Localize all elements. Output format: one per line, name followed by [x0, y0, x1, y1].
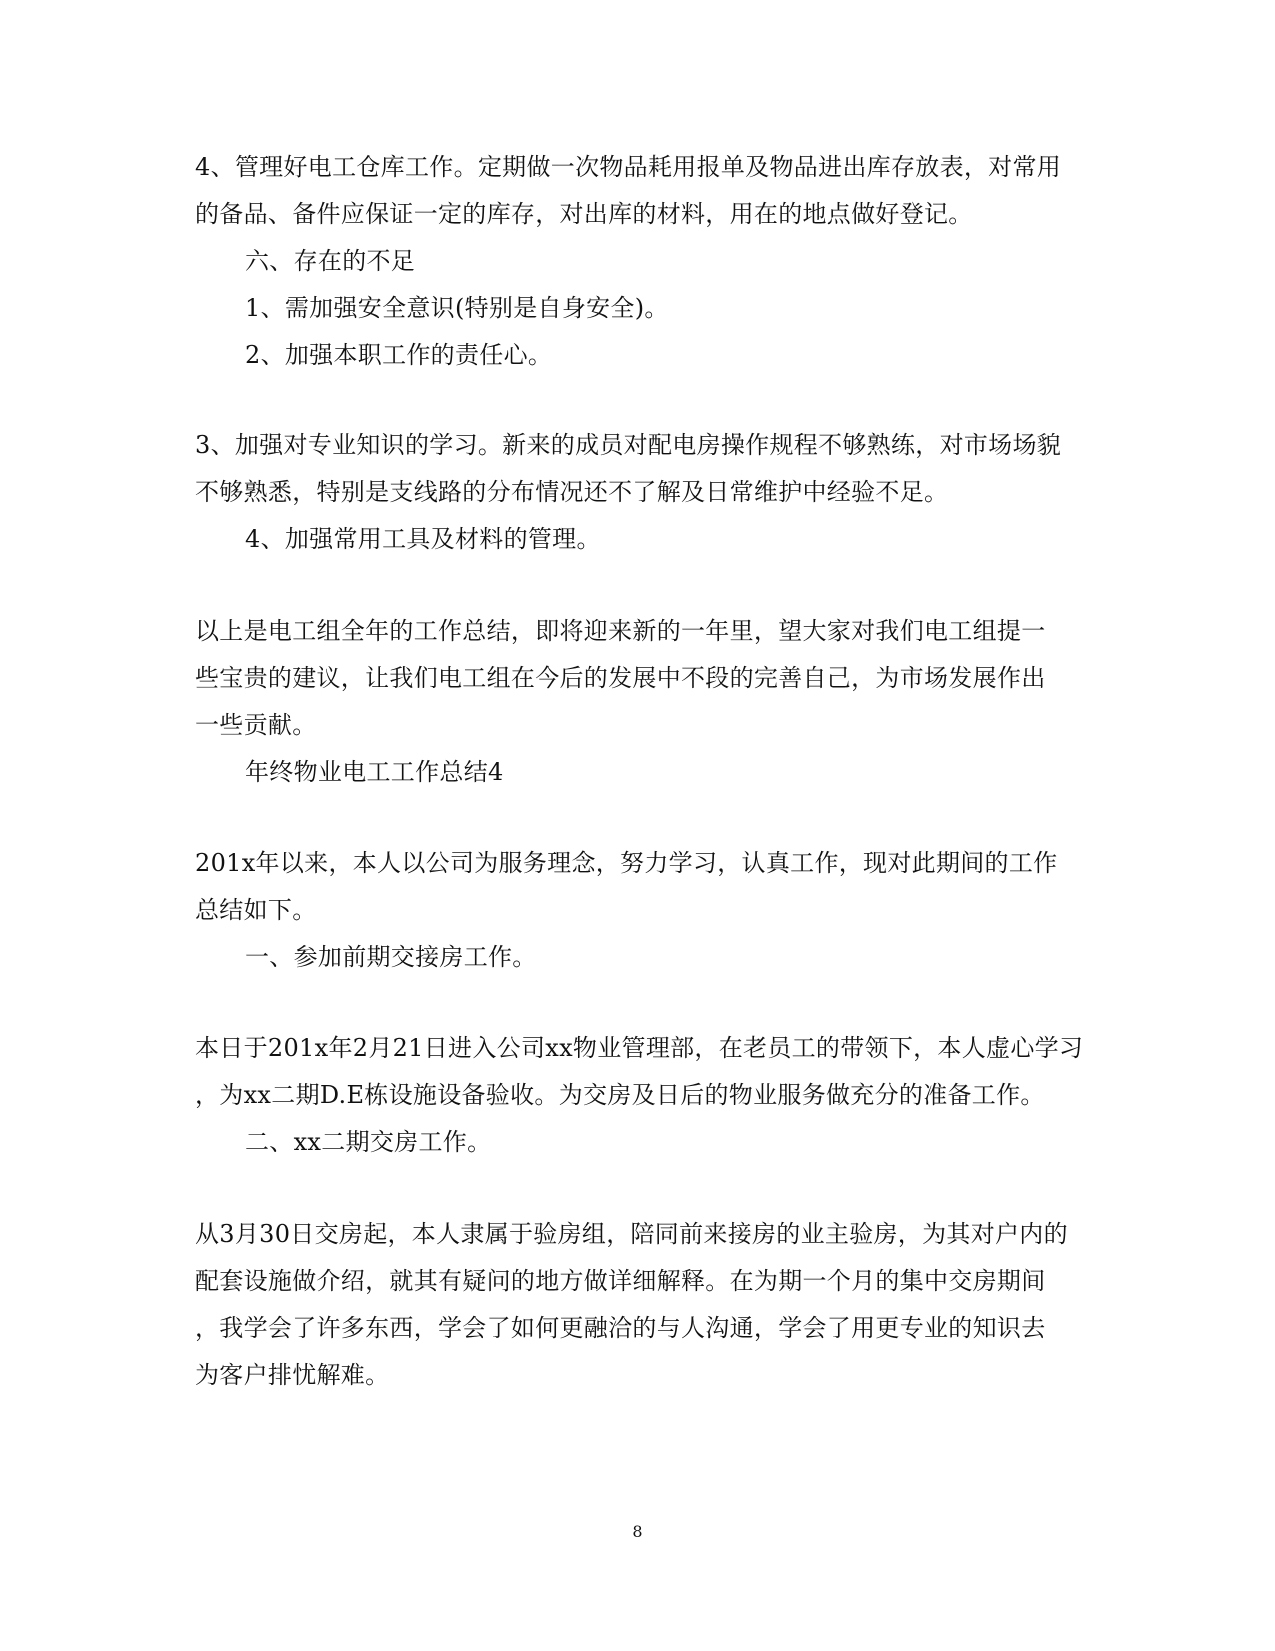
paragraph-line: 从3月30日交房起，本人隶属于验房组，陪同前来接房的业主验房，为其对户内的	[195, 1220, 1068, 1248]
paragraph-line: 一些贡献。	[195, 711, 317, 739]
paragraph-line: 201x年以来，本人以公司为服务理念，努力学习，认真工作，现对此期间的工作	[195, 849, 1058, 877]
paragraph-line: 配套设施做介绍，就其有疑问的地方做详细解释。在为期一个月的集中交房期间	[195, 1267, 1046, 1295]
paragraph-line: 的备品、备件应保证一定的库存，对出库的材料，用在的地点做好登记。	[195, 200, 973, 228]
paragraph-line: ，我学会了许多东西，学会了如何更融洽的与人沟通，学会了用更专业的知识去	[195, 1314, 1046, 1342]
paragraph-line: 总结如下。	[195, 896, 317, 924]
paragraph-line: 以上是电工组全年的工作总结，即将迎来新的一年里，望大家对我们电工组提一	[195, 617, 1046, 645]
paragraph-line: 不够熟悉，特别是支线路的分布情况还不了解及日常维护中经验不足。	[195, 478, 949, 506]
section-heading: 二、xx二期交房工作。	[245, 1128, 492, 1156]
section-heading: 六、存在的不足	[245, 247, 416, 275]
page-number: 8	[632, 1522, 643, 1541]
paragraph-line: 4、管理好电工仓库工作。定期做一次物品耗用报单及物品进出库存放表，对常用	[195, 153, 1062, 181]
list-item: 1、需加强安全意识(特别是自身安全)。	[245, 294, 669, 322]
section-title: 年终物业电工工作总结4	[245, 758, 504, 786]
paragraph-line: ，为xx二期D.E栋设施设备验收。为交房及日后的物业服务做充分的准备工作。	[195, 1081, 1045, 1109]
paragraph-line: 3、加强对专业知识的学习。新来的成员对配电房操作规程不够熟练，对市场场貌	[195, 431, 1062, 459]
section-heading: 一、参加前期交接房工作。	[245, 943, 537, 971]
paragraph-line: 些宝贵的建议，让我们电工组在今后的发展中不段的完善自己，为市场发展作出	[195, 664, 1046, 692]
paragraph-line: 为客户排忧解难。	[195, 1361, 390, 1389]
list-item: 2、加强本职工作的责任心。	[245, 341, 553, 369]
list-item: 4、加强常用工具及材料的管理。	[245, 525, 601, 553]
paragraph-line: 本日于201x年2月21日进入公司xx物业管理部，在老员工的带领下，本人虚心学习	[195, 1034, 1084, 1062]
